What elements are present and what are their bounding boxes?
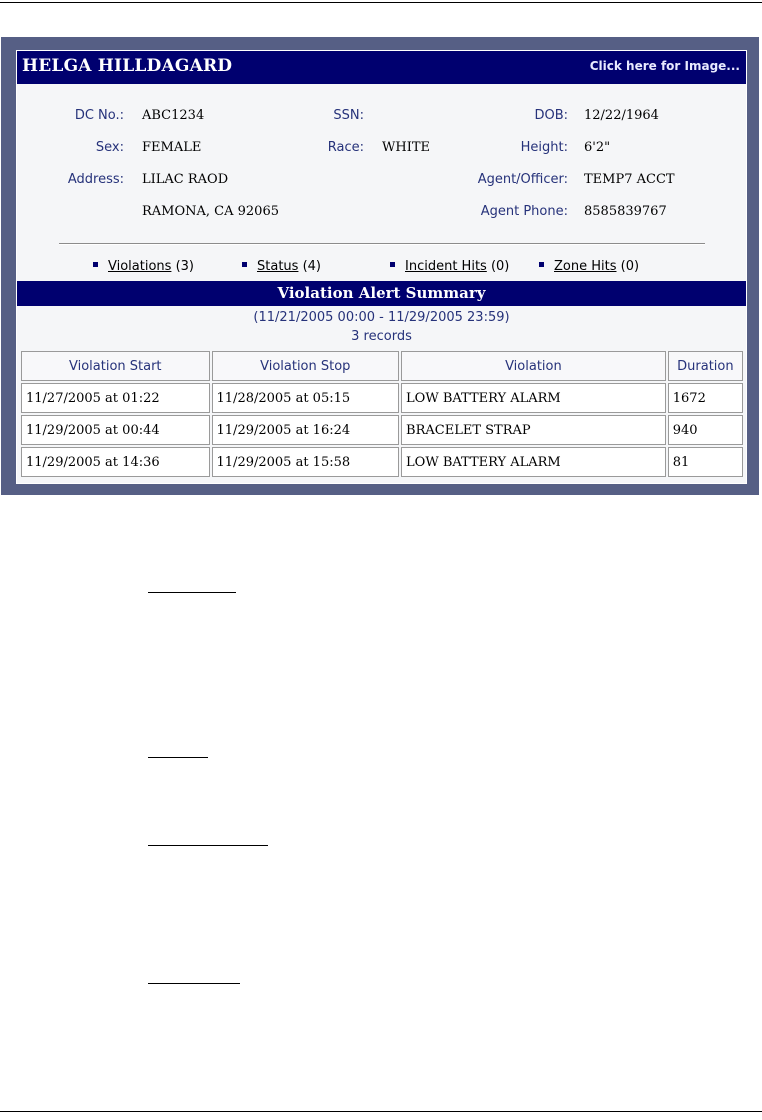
image-link[interactable]: Click here for Image... xyxy=(589,59,740,73)
cell-duration: 940 xyxy=(668,415,743,445)
dob-value: 12/22/1964 xyxy=(584,108,659,123)
cell-duration: 81 xyxy=(668,447,743,477)
title-bar xyxy=(17,51,746,84)
cell-violation: LOW BATTERY ALARM xyxy=(401,383,666,413)
nav-zone-hits-label[interactable]: Zone Hits xyxy=(554,259,617,274)
offender-name: HELGA HILLDAGARD xyxy=(22,56,233,76)
table-row[interactable] xyxy=(21,415,743,445)
address-label: Address: xyxy=(67,172,124,187)
race-value: WHITE xyxy=(382,140,430,155)
page-top-rule xyxy=(0,2,762,3)
table-row[interactable] xyxy=(21,447,743,477)
cell-start: 11/29/2005 at 14:36 xyxy=(21,447,210,477)
col-violation-stop[interactable]: Violation Stop xyxy=(212,351,400,381)
nav-status-count: (4) xyxy=(302,259,321,274)
col-duration[interactable]: Duration xyxy=(668,351,743,381)
cell-stop: 11/29/2005 at 16:24 xyxy=(212,415,400,445)
record-count: 3 records xyxy=(351,329,412,344)
table-row[interactable] xyxy=(21,383,743,413)
nav-status-label[interactable]: Status xyxy=(257,259,299,274)
ssn-label: SSN: xyxy=(333,108,364,123)
nav-incident-hits[interactable] xyxy=(390,259,509,274)
violation-table xyxy=(19,349,745,479)
cell-start: 11/29/2005 at 00:44 xyxy=(21,415,210,445)
nav-incident-hits-count: (0) xyxy=(490,259,510,274)
blank-line-1 xyxy=(148,592,236,593)
cell-duration: 1672 xyxy=(668,383,743,413)
blank-line-4 xyxy=(148,983,240,984)
page-bottom-rule xyxy=(0,1111,762,1112)
bullet-icon xyxy=(93,262,98,267)
col-violation-start[interactable]: Violation Start xyxy=(21,351,210,381)
bullet-icon xyxy=(242,262,247,267)
nav-status[interactable] xyxy=(242,259,321,274)
address-line1: LILAC RAOD xyxy=(142,172,229,187)
divider xyxy=(59,243,705,245)
table-header-row xyxy=(21,351,743,381)
agent-phone-value: 8585839767 xyxy=(584,204,667,219)
nav-incident-hits-label[interactable]: Incident Hits xyxy=(405,259,487,274)
agent-phone-label: Agent Phone: xyxy=(480,204,568,219)
nav-violations-label[interactable]: Violations xyxy=(108,259,172,274)
blank-line-2 xyxy=(148,757,208,758)
agent-label: Agent/Officer: xyxy=(477,172,568,187)
cell-violation: LOW BATTERY ALARM xyxy=(401,447,666,477)
race-label: Race: xyxy=(327,140,364,155)
bullet-icon xyxy=(390,262,395,267)
cell-violation: BRACELET STRAP xyxy=(401,415,666,445)
col-violation[interactable]: Violation xyxy=(401,351,666,381)
bullet-icon xyxy=(539,262,544,267)
nav-zone-hits[interactable] xyxy=(539,259,639,274)
height-value: 6'2" xyxy=(584,140,611,155)
dc-no-label: DC No.: xyxy=(74,108,124,123)
cell-stop: 11/28/2005 at 05:15 xyxy=(212,383,400,413)
dc-no-value: ABC1234 xyxy=(142,108,205,123)
offender-panel xyxy=(16,50,747,484)
sex-label: Sex: xyxy=(95,140,124,155)
nav-violations[interactable] xyxy=(93,259,194,274)
cell-start: 11/27/2005 at 01:22 xyxy=(21,383,210,413)
sex-value: FEMALE xyxy=(142,140,202,155)
screenshot-frame xyxy=(1,37,759,495)
date-range: (11/21/2005 00:00 - 11/29/2005 23:59) xyxy=(253,310,510,325)
height-label: Height: xyxy=(520,140,568,155)
section-links xyxy=(17,259,746,279)
summary-title: Violation Alert Summary xyxy=(17,281,746,306)
dob-label: DOB: xyxy=(534,108,568,123)
nav-zone-hits-count: (0) xyxy=(620,259,640,274)
nav-violations-count: (3) xyxy=(175,259,194,274)
cell-stop: 11/29/2005 at 15:58 xyxy=(212,447,400,477)
agent-value: TEMP7 ACCT xyxy=(584,172,675,187)
blank-line-3 xyxy=(148,845,268,846)
address-line2: RAMONA, CA 92065 xyxy=(142,204,279,219)
